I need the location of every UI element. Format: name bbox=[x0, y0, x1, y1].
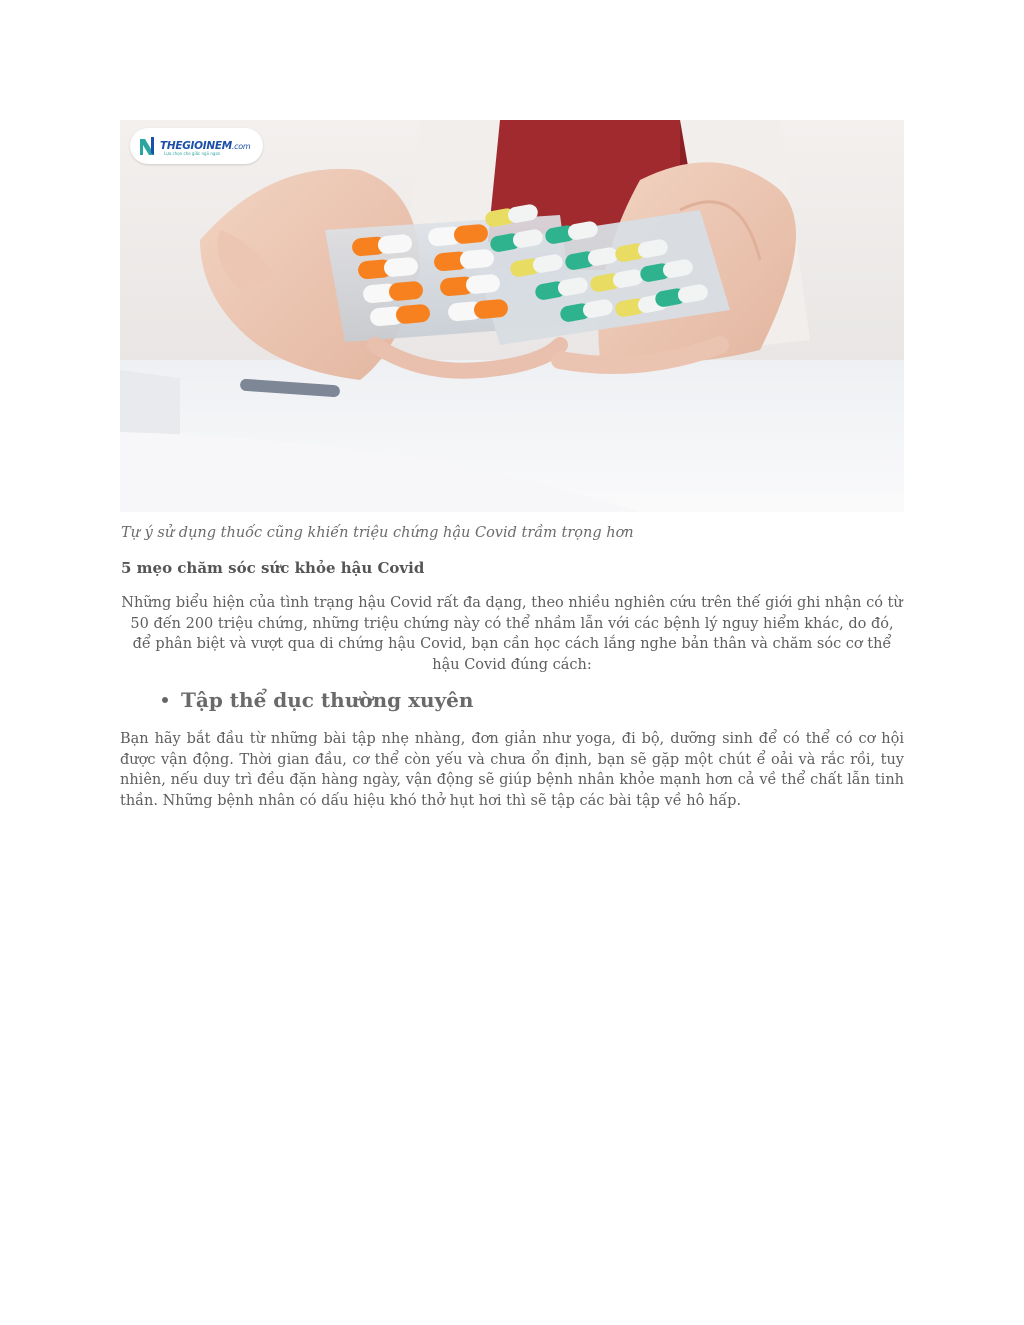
bullet-icon bbox=[162, 697, 168, 703]
logo-tagline: Lựa chọn cho giấc ngủ ngon bbox=[164, 151, 221, 156]
article-photo-pills-in-hands bbox=[120, 120, 904, 512]
logo-wordmark: THEGIOINEM.com bbox=[160, 140, 251, 152]
logo-n-icon bbox=[138, 135, 156, 157]
intro-paragraph: Những biểu hiện của tình trạng hậu Covid rất đa dạng, theo nhiều nghiên cứu trên thế giới ghi nhận có từ 50 đến 200 triệu chứng, những triệu chứng này có thể nhầm lẫn với các bệnh lý nguy hiểm khác, do đó, để phân biệt và vượt qua di chứng hậu Covid, bạn cần học cách lắng nghe bản thân và chăm sóc cơ thể hậu Covid đúng cách: bbox=[121, 595, 903, 673]
tip-list-item bbox=[162, 688, 473, 712]
section-heading: 5 mẹo chăm sóc sức khỏe hậu Covid bbox=[121, 559, 425, 577]
photo-illustration bbox=[120, 120, 904, 512]
figure-caption: Tự ý sử dụng thuốc cũng khiến triệu chứng hậu Covid trầm trọng hơn bbox=[121, 525, 634, 541]
tip-body-paragraph: Bạn hãy bắt đầu từ những bài tập nhẹ nhàng, đơn giản như yoga, đi bộ, dưỡng sinh để có thể có cơ hội được vận động. Thời gian đầu, cơ thể còn yếu và chưa ổn định, bạn sẽ gặp một chút ể oải và rắc rồi, tuy nhiên, nếu duy trì đều đặn hàng ngày, vận động sẽ giúp bệnh nhân khỏe mạnh hơn cả về thể chất lẫn tinh thần. Những bệnh nhân có dấu hiệu khó thở hụt hơi thì sẽ tập các bài tập về hô hấp. bbox=[120, 731, 904, 809]
brand-logo bbox=[130, 128, 263, 164]
tip-heading: Tập thể dục thường xuyên bbox=[181, 688, 474, 712]
